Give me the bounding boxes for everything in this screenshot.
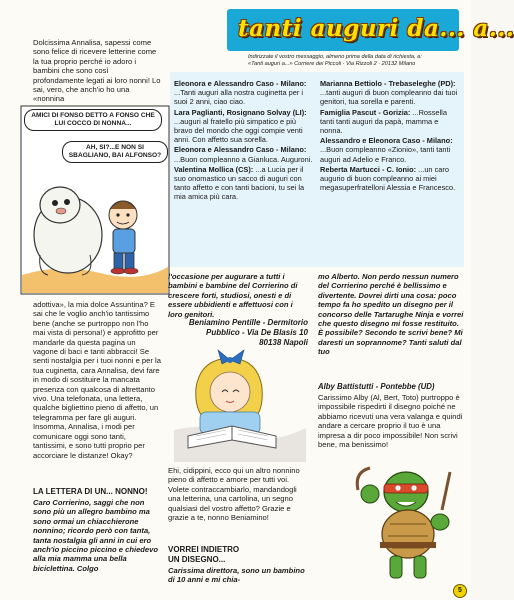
banner-title: tanti auguri da... a... bbox=[238, 15, 514, 42]
comic-drawing bbox=[20, 105, 170, 295]
greeting-item: Eleonora e Alessandro Caso - Milano: ...Buon compleanno a Gianluca. Auguroni. bbox=[174, 145, 313, 164]
letter-disegno-body: Carissima direttora, sono un bambino di 10 anni e mi chia- bbox=[168, 566, 305, 585]
letter-nonno-continued: l'occasione per augurare a tutti i bambini e bambine del Corrierino di crescere forti, studiosi, onesti e di essere ubbidienti e affettuosi con i loro genitori. bbox=[168, 272, 298, 319]
greeting-item: Alessandro e Eleonora Caso - Milano: ...Buon compleanno «Zionio», tanti tanti auguri ad Adelio e Franco. bbox=[320, 136, 453, 164]
comic-illustration bbox=[20, 105, 170, 295]
greeting-item: Valentina Mollica (CS): ...a Lucia per il suo onomastico un sacco di auguri con tanto affetto e con tanti bacioni, tu sei la mia amica più cara. bbox=[174, 164, 305, 202]
letter-disegno-heading-2: UN DISEGNO... bbox=[168, 555, 226, 564]
letter-nonno-heading: LA LETTERA DI UN... NONNO! bbox=[33, 487, 148, 496]
greeting-item: Eleonora e Alessandro Caso - Milano: ...Tanti auguri alla nostra cuginetta per i suoi 2 anni, ciao ciao. bbox=[174, 79, 307, 107]
greeting-item: Famiglia Pascut - Gorizia: ...Rossella tanti tanti auguri da papà, mamma e nonna. bbox=[320, 107, 447, 136]
signature-line: Beniamino Pentille - Dermitorio bbox=[188, 318, 308, 327]
page-number: 5 bbox=[453, 584, 467, 598]
banner-note-line1: Indirizzate il vostro messaggio, almeno prima della data di richiesta, a: bbox=[248, 54, 422, 60]
girl-reading-drawing bbox=[170, 352, 310, 462]
comic-bubble-2: AH, SI?...E NON SI SBAGLIANO, BAI ALFONSO? bbox=[62, 141, 168, 163]
comic-bubble-1: AMICI DI FONSO DETTO A FONSO CHE LUI COCCO DI NONNA... bbox=[24, 109, 162, 131]
letter-nonno-body: Caro Corrierino, saggi che non sono più un allegro bambino ma sono ormai un chiacchierone nonnino; ricordo però con tanta, tanta nostalgia gli anni in cui ero anch'io piccino piccino e chiedevo alla mia mamma una bella biciclettina. Colgo bbox=[33, 498, 159, 573]
ninja-turtle-drawing bbox=[350, 460, 460, 585]
ninja-turtle-illustration bbox=[350, 460, 460, 585]
col1-continued-text: adottiva», la mia dolce Assuntina? E sai che le voglio anch'io tantissimo bene (anche se purtroppo non l'ho mai vista di persona!) e approfitto per mandarle da questa pagina un vagone di baci e tanti abbracci! Se senti nostalgia per i tuoi nonni e per la tua cuginetta, cara Annalisa, devi fare in modo di sostituire la mancata presenza con qualcosa di altrettanto vivo. Una telefonata, una lettera, qualche bigliettino pieno di affetto, un telegramma per fare gli auguri. Insomma, Annalisa, i modi per comunicare oggi sono tanti, tantissimi, e sono tutti proprio per accorciare le distanze! Okay? bbox=[33, 300, 161, 460]
letter-disegno-heading-1: VORREI INDIETRO bbox=[168, 545, 240, 554]
signature-line: 80138 Napoli bbox=[259, 338, 308, 347]
signature-nonno bbox=[168, 318, 308, 348]
girl-reading-illustration bbox=[170, 352, 310, 462]
reply-nonno-text: Ehi, cidippini, ecco qui un altro nonnino pieno di affetto e amore per tutti voi. Volete contraccambiarlo, mandandogli una letterina, una cartolina, un segno qualsiasi del vostro affetto? Grazie e grazie a te, nonno Beniamino! bbox=[168, 466, 300, 523]
greeting-item: Lara Paglianti, Rosignano Solvay (LI): ...auguri al fratello più simpatico e più bravo del mondo che oggi compie venti anni. Con affetto sua sorella. bbox=[174, 107, 307, 145]
banner-note bbox=[248, 54, 458, 68]
greeting-item: Marianna Bettiolo - Trebaseleghe (PD): ...tanti auguri di buon compleanno dai tuoi genitori, tua sorella e parenti. bbox=[320, 79, 458, 107]
signature-alby: Alby Battistutti - Pontebbe (UD) bbox=[318, 382, 435, 391]
signature-line: Pubblico - Via De Blasis 10 bbox=[206, 328, 308, 337]
letter-disegno-continued: mo Alberto. Non perdo nessun numero del Corrierino perché è bellissimo e divertente. Dovrei dirti una cosa: poco tempo fa ho spedito un disegno per il concorso delle Tartarughe Ninja e vorrei che questo disegno mi fosse restituito. È possibile? Secondo te scrivi bene? Mi daresti un soprannome? Tanti saluti dal tuo bbox=[318, 272, 464, 357]
greetings-left-column bbox=[174, 79, 314, 203]
greeting-item: Reberta Martucci - C. Ionio: ...un caro augurio di buon compleanno ai miei megasuperfratelloni Alessia e Francesco. bbox=[320, 164, 456, 193]
reply-alby-text: Carissimo Alby (Al, Bert, Toto) purtroppo è impossibile rispedirti il disegno poiché ne abbiamo ricevuti una vera valanga e quindi andare a cercare proprio il tuo è una impresa a dir poco impossibile! Non scrivi bene, ma benissimo! bbox=[318, 393, 463, 450]
banner-note-line2: «Tanti auguri a...» Corriere dei Piccoli · Via Rizzoli 2 · 20132 Milano bbox=[248, 61, 416, 67]
greetings-right-column bbox=[320, 79, 460, 193]
intro-text: Dolcissima Annalisa, sapessi come sono felice di ricevere letterine come la tua proprio perché io adoro i bambini che sono così profondamente legati ai loro nonni! Lo sai, vero, che anch'io ho una «nonnina bbox=[33, 38, 161, 104]
